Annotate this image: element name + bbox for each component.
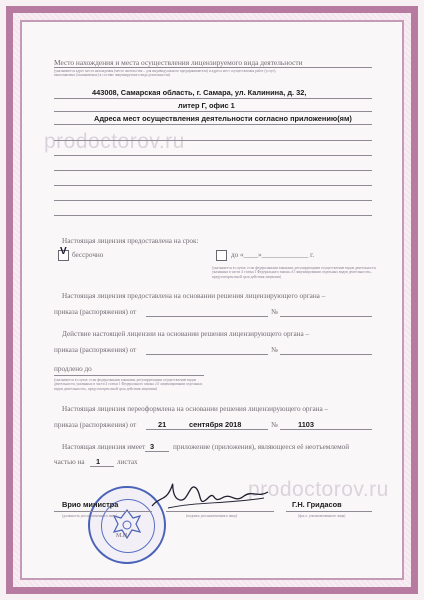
part-label: частью на	[54, 458, 85, 466]
reissue-number-line	[280, 429, 372, 430]
extension-number-sign: №	[271, 346, 278, 354]
signatory-title: Врио министра	[62, 500, 119, 509]
stamp-mark: М.П.	[116, 533, 129, 539]
location-note-2: выполняемых (оказываемых) в составе лицензируемого вида деятельности)	[54, 73, 171, 77]
reissue-month-year: сентября 2018	[189, 420, 242, 429]
handwritten-signature	[146, 468, 274, 520]
order-label-reissue: приказа (распоряжения) от	[54, 421, 137, 429]
extension-note: (указывается в случае, если федеральными законами, регулирующими осуществление видов деятельности, указанных в части 4 статьи 1 Федерального закона «О лицензировании отдельных видов деятельности», предусмотрен иной срок действия лицензии)	[54, 378, 203, 391]
term-label: Настоящая лицензия предоставлена на срок:	[62, 237, 199, 245]
signature-line	[166, 511, 274, 512]
name-caption: (ф.и.о. уполномоченного лица)	[298, 514, 346, 518]
term-until: до «____»_____________ г.	[231, 251, 315, 259]
address-underline-6	[54, 170, 372, 171]
extension-label: Действие настоящей лицензии на основании решения лицензирующего органа –	[62, 330, 310, 338]
reissue-label: Настоящая лицензия переоформлена на основании решения лицензирующего органа –	[62, 405, 329, 413]
sheets-label: листах	[117, 458, 138, 466]
address-underline-3	[54, 124, 372, 125]
heading-underline	[54, 67, 372, 68]
name-line	[286, 511, 372, 512]
basis-label: Настоящая лицензия предоставлена на основании решения лицензирующего органа –	[62, 292, 326, 300]
address-line-3: Адреса мест осуществления деятельности согласно приложению(ям)	[94, 114, 352, 123]
signature-caption: (подпись уполномоченного лица)	[186, 514, 238, 518]
basis-date-line	[146, 316, 268, 317]
address-underline-5	[54, 155, 372, 156]
reissue-number-sign: №	[271, 421, 278, 429]
position-caption: (должность уполномоченного лица)	[62, 514, 118, 518]
term-unlimited: бессрочно	[72, 251, 104, 259]
watermark-top: prodoctorov.ru	[44, 130, 185, 153]
position-line	[54, 511, 152, 512]
basis-number-line	[280, 316, 372, 317]
appendix-tail: приложение (приложения), являющееся её неотъемлемой	[173, 443, 350, 451]
address-underline-8	[54, 200, 372, 201]
address-underline-1	[54, 98, 372, 99]
reissue-date-line	[146, 429, 268, 430]
address-line-2: литер Г, офис 1	[178, 101, 235, 110]
location-heading: Место нахождения и места осуществления лицензируемого вида деятельности	[54, 58, 303, 67]
order-label-basis: приказа (распоряжения) от	[54, 308, 137, 316]
term-until-checkbox	[216, 250, 227, 261]
extended-until-line	[54, 375, 204, 376]
address-underline-9	[54, 215, 372, 216]
address-line-1: 443008, Самарская область, г. Самара, ул. Калинина, д. 32,	[92, 88, 307, 97]
order-label-extension: приказа (распоряжения) от	[54, 346, 137, 354]
watermark-bottom: prodoctorov.ru	[248, 478, 389, 501]
term-note: (указывается в случае, если федеральными законами, регулирующими осуществление видов деятельности, указанных в части 4 статьи 1 Федерального закона «О лицензировании отдельных видов деятельности», предусмотрен иной срок действия лицензии)	[212, 266, 377, 279]
extended-until: продлено до	[54, 365, 92, 373]
extension-date-line	[146, 354, 268, 355]
term-check-mark: V	[60, 246, 67, 257]
address-underline-7	[54, 185, 372, 186]
sheets-count: 1	[96, 457, 101, 466]
sheets-count-line	[90, 466, 114, 467]
signatory-name: Г.Н. Гридасов	[292, 500, 342, 509]
address-underline-4	[54, 140, 372, 141]
basis-number-sign: №	[271, 308, 278, 316]
reissue-day: 21	[158, 420, 167, 429]
reissue-number: 1103	[298, 420, 315, 429]
appendix-label: Настоящая лицензия имеет	[62, 443, 146, 451]
address-underline-2	[54, 111, 372, 112]
appendix-count-line	[145, 451, 169, 452]
extension-number-line	[280, 354, 372, 355]
appendix-count: 3	[150, 442, 155, 451]
location-note-1: (указываются адрес места нахождения (место жительства – для индивидуального предпринимателя) и адреса мест осуществления работ (услуг),	[54, 69, 277, 73]
